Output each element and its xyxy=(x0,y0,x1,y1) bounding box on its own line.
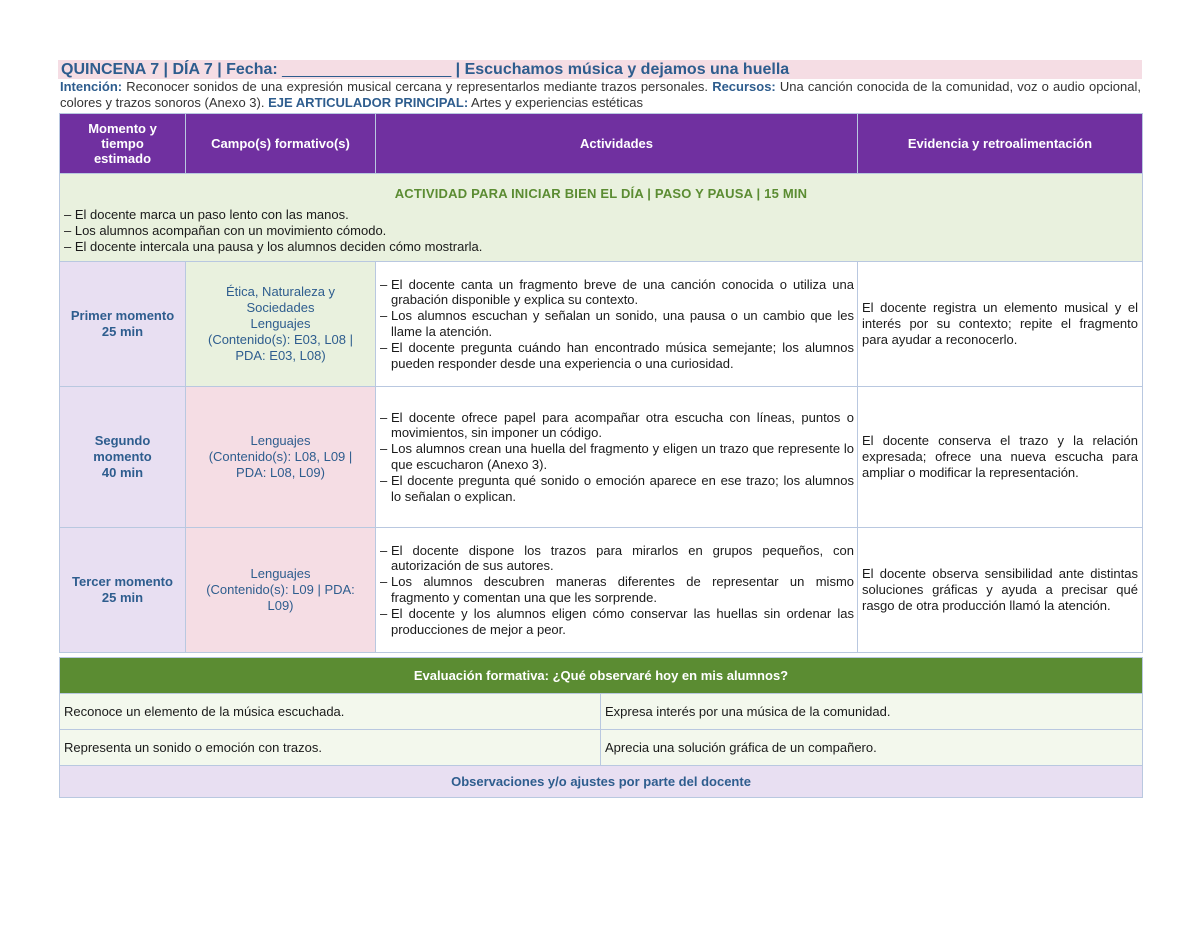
evaluation-table xyxy=(59,657,1143,798)
campo-cell xyxy=(186,387,376,528)
header-momento: Momento y tiempo estimado xyxy=(60,114,186,174)
moment-time: 40 min xyxy=(101,465,144,480)
campo-line: (Contenido(s): L08, L09 | xyxy=(208,449,353,464)
campo-line: L09) xyxy=(267,598,294,613)
moment-time: 25 min xyxy=(101,324,144,339)
activity-item: – Los alumnos descubren maneras diferentes de representar un mismo fragmento y comentan una que les sorprende. xyxy=(380,574,854,605)
evaluation-title: Evaluación formativa: ¿Qué observaré hoy en mis alumnos? xyxy=(60,658,1143,694)
start-activity-row xyxy=(60,174,1143,262)
moment-time: 25 min xyxy=(101,590,144,605)
evaluation-item: Representa un sonido o emoción con trazos. xyxy=(60,730,601,766)
start-activity-title: ACTIVIDAD PARA INICIAR BIEN EL DÍA | PASO Y PAUSA | 15 MIN xyxy=(394,186,808,201)
header-actividades: Actividades xyxy=(376,114,858,174)
date-blank: ___________________ xyxy=(282,61,452,78)
moment-name: Tercer momento xyxy=(72,574,173,589)
moment-cell xyxy=(60,262,186,387)
campo-line: (Contenido(s): L09 | PDA: xyxy=(206,582,355,597)
eje-label: EJE ARTICULADOR PRINCIPAL: xyxy=(268,94,469,110)
campo-line: Ética, Naturaleza y Sociedades xyxy=(225,284,336,315)
moment-cell xyxy=(60,528,186,653)
activity-item: – El docente canta un fragmento breve de una canción conocida o utiliza una grabación disponible y explica su contexto. xyxy=(380,276,854,308)
campo-cell xyxy=(186,528,376,653)
campo-line: (Contenido(s): E03, L08 | xyxy=(207,332,353,347)
start-activity-cell xyxy=(60,174,1143,262)
title-rest: | Escuchamos música y dejamos una huella xyxy=(451,61,790,78)
moment-row-1 xyxy=(60,262,1143,387)
evidence-cell: El docente conserva el trazo y la relación expresada; ofrece una nueva escucha para ampliar o modificar la representación. xyxy=(858,387,1143,528)
activities-cell xyxy=(376,528,858,653)
moment-row-3 xyxy=(60,528,1143,653)
header-row xyxy=(60,114,1143,174)
intention-paragraph xyxy=(60,79,1141,110)
recursos-text: Una canción conocida de la comunidad, voz o audio opcional, colores y trazos sonoros (Anexo 3). xyxy=(60,79,1141,110)
page-title xyxy=(58,60,1142,79)
activity-item: – El docente pregunta cuándo han encontrado música semejante; los alumnos pueden responder desde una experiencia o una curiosidad. xyxy=(380,339,854,371)
campo-line: Lenguajes xyxy=(250,316,311,331)
observations-row xyxy=(60,766,1143,798)
activity-item: – Los alumnos crean una huella del fragmento y eligen un trazo que represente lo que escucharon (Anexo 3). xyxy=(380,441,854,472)
campo-line: PDA: E03, L08) xyxy=(235,348,326,363)
evidence-cell: El docente observa sensibilidad ante distintas soluciones gráficas y ayuda a precisar qué rasgo de otra producción llamó la atención. xyxy=(858,528,1143,653)
campo-line: Lenguajes xyxy=(250,433,311,448)
start-item: – El docente marca un paso lento con las manos. xyxy=(64,207,349,222)
header-evidencia: Evidencia y retroalimentación xyxy=(858,114,1143,174)
recursos-label: Recursos: xyxy=(712,79,776,94)
observations-title: Observaciones y/o ajustes por parte del docente xyxy=(60,766,1143,798)
intencion-text: Reconocer sonidos de una expresión musical cercana y representarlos mediante trazos personales. xyxy=(122,79,713,94)
start-activity-list xyxy=(64,207,1138,255)
activities-cell xyxy=(376,387,858,528)
eje-text: Artes y experiencias estéticas xyxy=(468,94,644,110)
campo-line: Lenguajes xyxy=(250,566,311,581)
evaluation-item: Expresa interés por una música de la comunidad. xyxy=(601,694,1143,730)
activity-item: – El docente pregunta qué sonido o emoción aparece en ese trazo; los alumnos lo señalan o explican. xyxy=(380,472,854,504)
start-item: – Los alumnos acompañan con un movimiento cómodo. xyxy=(64,223,387,238)
moment-row-2 xyxy=(60,387,1143,528)
evidence-cell: El docente registra un elemento musical y el interés por su contexto; repite el fragmento para ayudar a reconocerlo. xyxy=(858,262,1143,387)
activity-item: – Los alumnos escuchan y señalan un sonido, una pausa o un cambio que les llame la atención. xyxy=(380,308,854,339)
title-main: QUINCENA 7 | DÍA 7 | Fecha: xyxy=(61,61,283,78)
start-item: – El docente intercala una pausa y los alumnos deciden cómo mostrarla. xyxy=(64,239,483,254)
intencion-label: Intención: xyxy=(60,79,123,94)
evaluation-row xyxy=(60,694,1143,730)
moment-name: Segundo momento xyxy=(93,433,152,464)
activities-cell xyxy=(376,262,858,387)
activity-item: – El docente dispone los trazos para mirarlos en grupos pequeños, con autorización de sus autores. xyxy=(380,542,854,574)
evaluation-header-row xyxy=(60,658,1143,694)
header-campo: Campo(s) formativo(s) xyxy=(186,114,376,174)
activity-item: – El docente y los alumnos eligen cómo conservar las huellas sin ordenar las producciones de mejor a peor. xyxy=(380,605,854,637)
plan-table xyxy=(59,113,1143,653)
campo-line: PDA: L08, L09) xyxy=(236,465,325,480)
evaluation-row xyxy=(60,730,1143,766)
activity-item: – El docente ofrece papel para acompañar otra escucha con líneas, puntos o movimientos, sin imponer un código. xyxy=(380,409,854,441)
moment-cell xyxy=(60,387,186,528)
moment-name: Primer momento xyxy=(70,308,175,323)
evaluation-item: Aprecia una solución gráfica de un compañero. xyxy=(601,730,1143,766)
campo-cell xyxy=(186,262,376,387)
evaluation-item: Reconoce un elemento de la música escuchada. xyxy=(60,694,601,730)
